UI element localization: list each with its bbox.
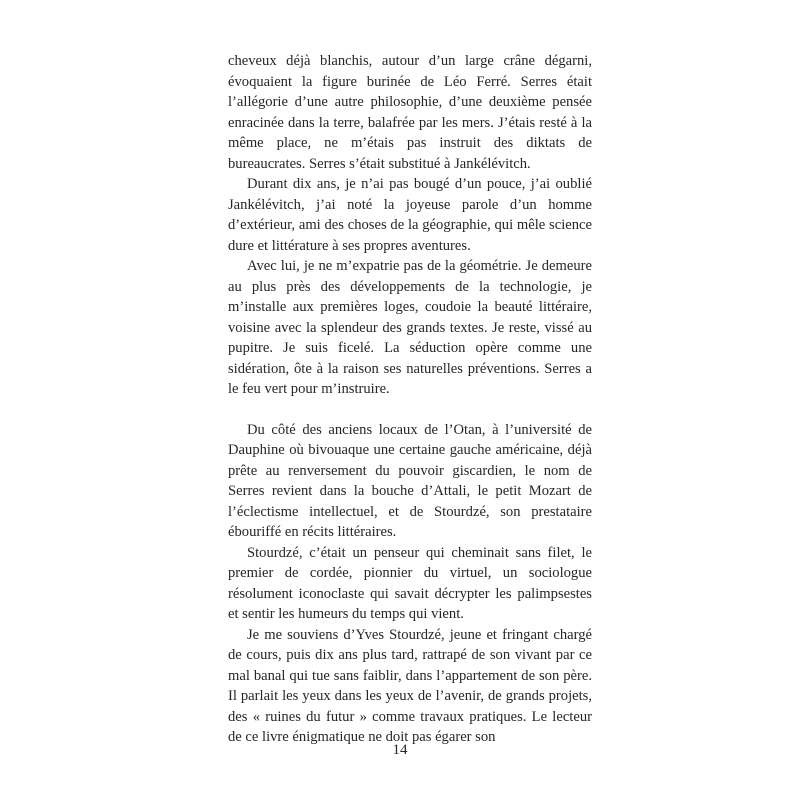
paragraph: Stourdzé, c’était un penseur qui cheminait sans filet, le premier de cordée, pionnier du virtuel, un sociologue résolument iconoclaste qui savait décrypter les palimpsestes et sentir les humeurs du temps qui vient. (228, 544, 592, 622)
paragraph: Avec lui, je ne m’expatrie pas de la géométrie. Je demeure au plus près des développements de la technologie, je m’installe aux premières loges, coudoie la beauté littéraire, voisine avec la splendeur des grands textes. Je reste, vissé au pupitre. Je suis ficelé. La séduction opère comme une sidération, ôte à la raison ses naturelles préventions. Serres a le feu vert pour m’instruire. (228, 258, 592, 397)
section-break (228, 400, 592, 420)
page-body (228, 51, 592, 748)
paragraph: cheveux déjà blanchis, autour d’un large crâne dégarni, évoquaient la figure burinée de Léo Ferré. Serres était l’allégorie d’une autre philosophie, d’une deuxième pensée enracinée dans la terre, balafrée par les mers. J’étais resté à la même place, ne m’étais pas instruit des diktats de bureaucrates. Serres s’était substitué à Jankélévitch. (228, 53, 592, 172)
paragraph: Je me souviens d’Yves Stourdzé, jeune et fringant chargé de cours, puis dix ans plus tard, rattrapé de son vivant par ce mal banal qui tue sans faiblir, dans l’appartement de son père. Il parlait les yeux dans les yeux de l’avenir, de grands projets, des « ruines du futur » comme travaux pratiques. Le lecteur de ce livre énigmatique ne doit pas égarer son (228, 626, 592, 745)
paragraph: Du côté des anciens locaux de l’Otan, à l’université de Dauphine où bivouaque une certaine gauche américaine, déjà prête au renversement du pouvoir giscardien, le nom de Serres revient dans la bouche d’Attali, le petit Mozart de l’éclectisme intellectuel, et de Stourdzé, son prestataire ébouriffé en récits littéraires. (228, 421, 592, 540)
paragraph: Durant dix ans, je n’ai pas bougé d’un pouce, j’ai oublié Jankélévitch, j’ai noté la joyeuse parole d’un homme d’extérieur, ami des choses de la géographie, qui mêle science dure et littérature à ses propres aventures. (228, 176, 592, 254)
page-number: 14 (392, 742, 408, 758)
